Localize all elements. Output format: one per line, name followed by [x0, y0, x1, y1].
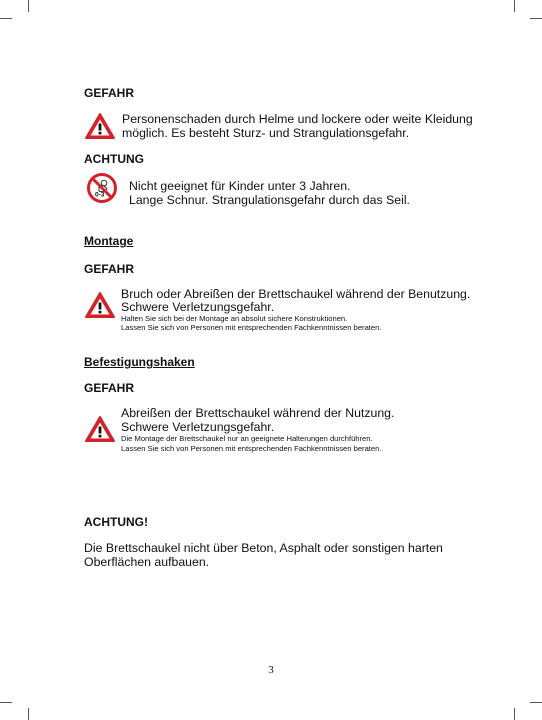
section-title-befestigungshaken: Befestigungshaken	[84, 355, 195, 369]
heading-achtung: ACHTUNG	[84, 152, 144, 166]
warning-triangle-icon	[84, 112, 116, 140]
warning-text-line: Schwere Verletzungsgefahr.	[121, 420, 275, 434]
warning-triangle-icon	[84, 415, 116, 443]
instruction-text: Halten Sie sich bei der Montage an absolut sichere Konstruktionen.	[121, 314, 348, 323]
crop-mark	[514, 0, 515, 12]
crop-mark	[0, 702, 12, 703]
warning-triangle-icon	[84, 291, 116, 319]
crop-mark	[0, 18, 12, 19]
warning-text-line: Bruch oder Abreißen der Brettschaukel während der Benutzung.	[121, 287, 471, 301]
heading-gefahr: GEFAHR	[84, 381, 135, 395]
not-for-children-under-3-icon	[86, 172, 118, 204]
paragraph-line: Oberflächen aufbauen.	[84, 555, 210, 569]
heading-gefahr: GEFAHR	[84, 86, 135, 100]
page-number: 3	[268, 664, 274, 676]
crop-mark	[530, 18, 542, 19]
instruction-text: Die Montage der Brettschaukel nur an geeignete Halterungen durchführen.	[121, 434, 373, 443]
paragraph-line: Die Brettschaukel nicht über Beton, Asphalt oder sonstigen harten	[84, 541, 443, 555]
crop-mark	[28, 0, 29, 12]
crop-mark	[514, 708, 515, 720]
crop-mark	[530, 702, 542, 703]
heading-gefahr: GEFAHR	[84, 262, 135, 276]
caution-text-line: Lange Schnur. Strangulationsgefahr durch das Seil.	[129, 193, 410, 207]
warning-text-line: möglich. Es besteht Sturz- und Strangulationsgefahr.	[122, 126, 410, 140]
section-title-montage: Montage	[84, 234, 134, 248]
warning-text-line: Abreißen der Brettschaukel während der Nutzung.	[121, 406, 395, 420]
warning-text-line: Personenschaden durch Helme und lockere oder weite Kleidung	[122, 112, 473, 126]
heading-achtung: ACHTUNG!	[84, 515, 148, 529]
warning-text-line: Schwere Verletzungsgefahr.	[121, 300, 275, 314]
age-label: 0-3	[95, 191, 105, 199]
caution-text-line: Nicht geeignet für Kinder unter 3 Jahren.	[129, 179, 351, 193]
instruction-text: Lassen Sie sich von Personen mit entsprechenden Fachkenntnissen beraten.	[121, 323, 382, 332]
crop-mark	[28, 708, 29, 720]
instruction-text: Lassen Sie sich von Personen mit entsprechenden Fachkenntnissen beraten.	[121, 444, 382, 453]
